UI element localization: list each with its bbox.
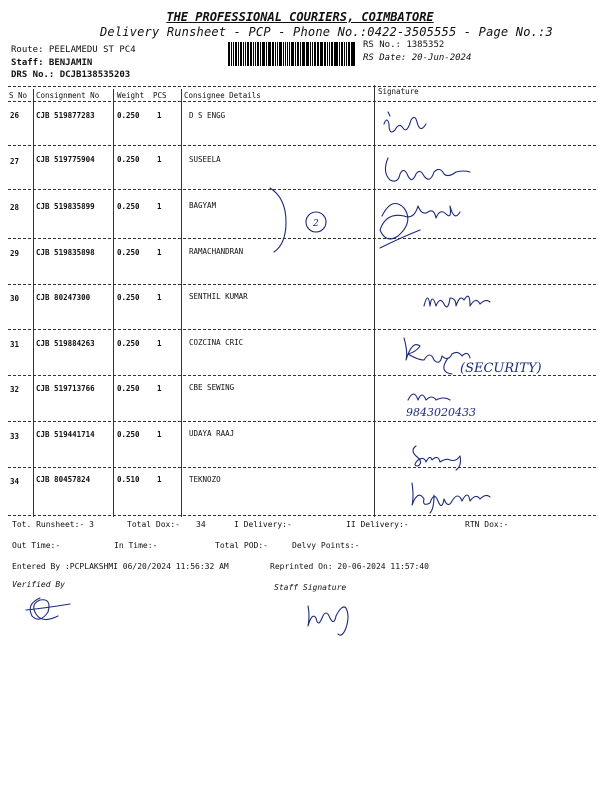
barcode-bar [331, 42, 333, 66]
row-weight: 0.250 [117, 111, 140, 120]
barcode-bar [260, 42, 261, 66]
row-pcs: 1 [157, 430, 162, 439]
rs-date: RS Date: 20-Jun-2024 [363, 53, 472, 63]
barcode-bar [243, 42, 244, 66]
verified-by-label: Verified By [12, 580, 65, 589]
barcode-bar [262, 42, 265, 66]
barcode-bar [324, 42, 326, 66]
row-divider [8, 467, 596, 468]
barcode-bar [245, 42, 246, 66]
column-divider [33, 89, 34, 517]
col-header-pcs: PCS [153, 91, 167, 100]
row-consignee: SENTHIL KUMAR [189, 292, 248, 301]
barcode-bar [268, 42, 269, 66]
row-weight: 0.250 [117, 339, 140, 348]
total-pod: Total POD:- [215, 541, 268, 550]
i-delivery: I Delivery:- [234, 520, 292, 529]
row-pcs: 1 [157, 384, 162, 393]
row-consignee: COZCINA CRIC [189, 338, 244, 347]
column-divider [113, 89, 114, 517]
handwritten-circle-number: 2 [313, 219, 319, 229]
barcode-bar [318, 42, 319, 66]
row-weight: 0.510 [117, 475, 140, 484]
barcode-bar [287, 42, 288, 66]
row-sno: 31 [10, 340, 20, 349]
row-sno: 32 [10, 385, 20, 394]
divider [8, 101, 596, 102]
barcode-bar [228, 42, 230, 66]
row-consignment-no: CJB 519877283 [36, 111, 95, 120]
barcode-bar [351, 42, 352, 66]
row-weight: 0.250 [117, 293, 140, 302]
row-sno: 33 [10, 432, 20, 441]
ii-delivery: II Delivery:- [346, 520, 409, 529]
signature-row-30 [420, 282, 520, 322]
row-weight: 0.250 [117, 384, 140, 393]
verified-by-signature [24, 590, 74, 630]
barcode-bar [275, 42, 276, 66]
barcode-bar [352, 42, 355, 66]
row-pcs: 1 [157, 155, 162, 164]
barcode-bar [238, 42, 239, 66]
row-pcs: 1 [157, 475, 162, 484]
barcode-bar [272, 42, 274, 66]
staff-label: Staff: BENJAMIN [11, 58, 93, 68]
barcode-bar [339, 42, 340, 66]
barcode-bar [297, 42, 299, 66]
row-consignment-no: CJB 519713766 [36, 384, 95, 393]
barcode-bar [255, 42, 256, 66]
route-label: Route: PEELAMEDU ST PC4 [11, 45, 136, 55]
entered-by: Entered By :PCPLAKSHMI 06/20/2024 11:56:32 AM [12, 562, 229, 571]
barcode-bar [312, 42, 313, 66]
barcode-bar [240, 42, 242, 66]
table-bottom-divider [8, 515, 596, 516]
barcode-bar [341, 42, 343, 66]
row-consignment-no: CJB 519835899 [36, 202, 95, 211]
divider [8, 86, 596, 87]
col-header-signature: Signature [378, 87, 419, 96]
col-header-weight: Weight [117, 91, 145, 100]
runsheet-subtitle: Delivery Runsheet - PCP - Phone No.:0422-3505555 - Page No.:3 [100, 25, 553, 39]
row-pcs: 1 [157, 202, 162, 211]
row-sno: 29 [10, 249, 20, 258]
barcode-bar [231, 42, 232, 66]
signature-row-34 [408, 475, 508, 515]
row-consignee: CBE SEWING [189, 383, 235, 392]
row-sno: 34 [10, 477, 20, 486]
row-consignment-no: CJB 519441714 [36, 430, 95, 439]
row-consignment-no: CJB 80247300 [36, 293, 91, 302]
barcode-bar [344, 42, 345, 66]
barcode-bar [335, 42, 338, 66]
barcode-bar [283, 42, 284, 66]
total-runsheet: Tot. Runsheet:- 3 [12, 520, 94, 529]
total-dox-label: Total Dox:- [127, 520, 180, 529]
barcode-bar [285, 42, 287, 66]
barcode-bar [250, 42, 253, 66]
drs-number: DRS No.: DCJB138535203 [11, 70, 131, 80]
signature-row-33 [408, 436, 478, 470]
row-divider [8, 145, 596, 146]
row-consignee: D S ENGG [189, 111, 226, 120]
row-consignment-no: CJB 519884263 [36, 339, 95, 348]
column-divider [181, 89, 182, 517]
row-weight: 0.250 [117, 248, 140, 257]
row-consignee: UDAYA RAAJ [189, 429, 235, 438]
row-consignee: RAMACHANDRAN [189, 247, 244, 256]
barcode-bar [277, 42, 278, 66]
row-consignment-no: CJB 519775904 [36, 155, 95, 164]
delvy-points: Delvy Points:- [292, 541, 360, 550]
barcode-bar [295, 42, 296, 66]
barcode-bar [266, 42, 267, 66]
barcode-bar [314, 42, 316, 66]
row-consignee: BAGYAM [189, 201, 217, 210]
barcode [228, 42, 356, 66]
barcode-bar [334, 42, 335, 66]
barcode-bar [279, 42, 282, 66]
row-pcs: 1 [157, 293, 162, 302]
barcode-bar [329, 42, 330, 66]
row-pcs: 1 [157, 111, 162, 120]
row-divider [8, 421, 596, 422]
row-consignee: TEKNOZO [189, 475, 221, 484]
row-sno: 28 [10, 203, 20, 212]
row-weight: 0.250 [117, 430, 140, 439]
rs-number: RS No.: 1385352 [363, 40, 445, 50]
row-weight: 0.250 [117, 202, 140, 211]
barcode-bar [327, 42, 328, 66]
handwritten-phone-note: 9843020433 [406, 406, 476, 419]
reprinted-on: Reprinted On: 20-06-2024 11:57:40 [270, 562, 429, 571]
handwritten-security-note: (SECURITY) [460, 361, 542, 376]
staff-signature-label: Staff Signature [274, 583, 347, 592]
barcode-bar [253, 42, 254, 66]
barcode-bar [233, 42, 234, 66]
barcode-bar [247, 42, 249, 66]
company-title: THE PROFESSIONAL COURIERS, COIMBATORE [166, 10, 434, 24]
barcode-bar [291, 42, 294, 66]
row-consignee: SUSEELA [189, 155, 221, 164]
in-time: In Time:- [114, 541, 158, 550]
barcode-bar [302, 42, 303, 66]
col-header-consignee: Consignee Details [184, 91, 261, 100]
col-header-sno: S No [9, 91, 28, 100]
signature-row-28 [262, 184, 502, 264]
barcode-bar [306, 42, 309, 66]
row-pcs: 1 [157, 339, 162, 348]
barcode-bar [303, 42, 305, 66]
row-pcs: 1 [157, 248, 162, 257]
barcode-bar [257, 42, 259, 66]
barcode-bar [317, 42, 318, 66]
barcode-bar [320, 42, 323, 66]
signature-row-31 [398, 330, 578, 420]
barcode-bar [289, 42, 290, 66]
total-dox-value: 34 [196, 520, 206, 529]
staff-signature [302, 590, 362, 640]
out-time: Out Time:- [12, 541, 61, 550]
row-sno: 30 [10, 294, 20, 303]
row-sno: 27 [10, 157, 20, 166]
row-weight: 0.250 [117, 155, 140, 164]
barcode-bar [310, 42, 311, 66]
col-header-consignment: Consignment No [36, 91, 100, 100]
barcode-bar [300, 42, 301, 66]
column-divider [374, 85, 375, 517]
barcode-bar [348, 42, 350, 66]
barcode-bar [346, 42, 347, 66]
row-sno: 26 [10, 111, 20, 120]
rtn-dox: RTN Dox:- [465, 520, 509, 529]
row-consignment-no: CJB 519835898 [36, 248, 95, 257]
barcode-bar [235, 42, 238, 66]
barcode-bar [269, 42, 271, 66]
row-consignment-no: CJB 80457824 [36, 475, 91, 484]
signature-row-26 [378, 106, 438, 146]
